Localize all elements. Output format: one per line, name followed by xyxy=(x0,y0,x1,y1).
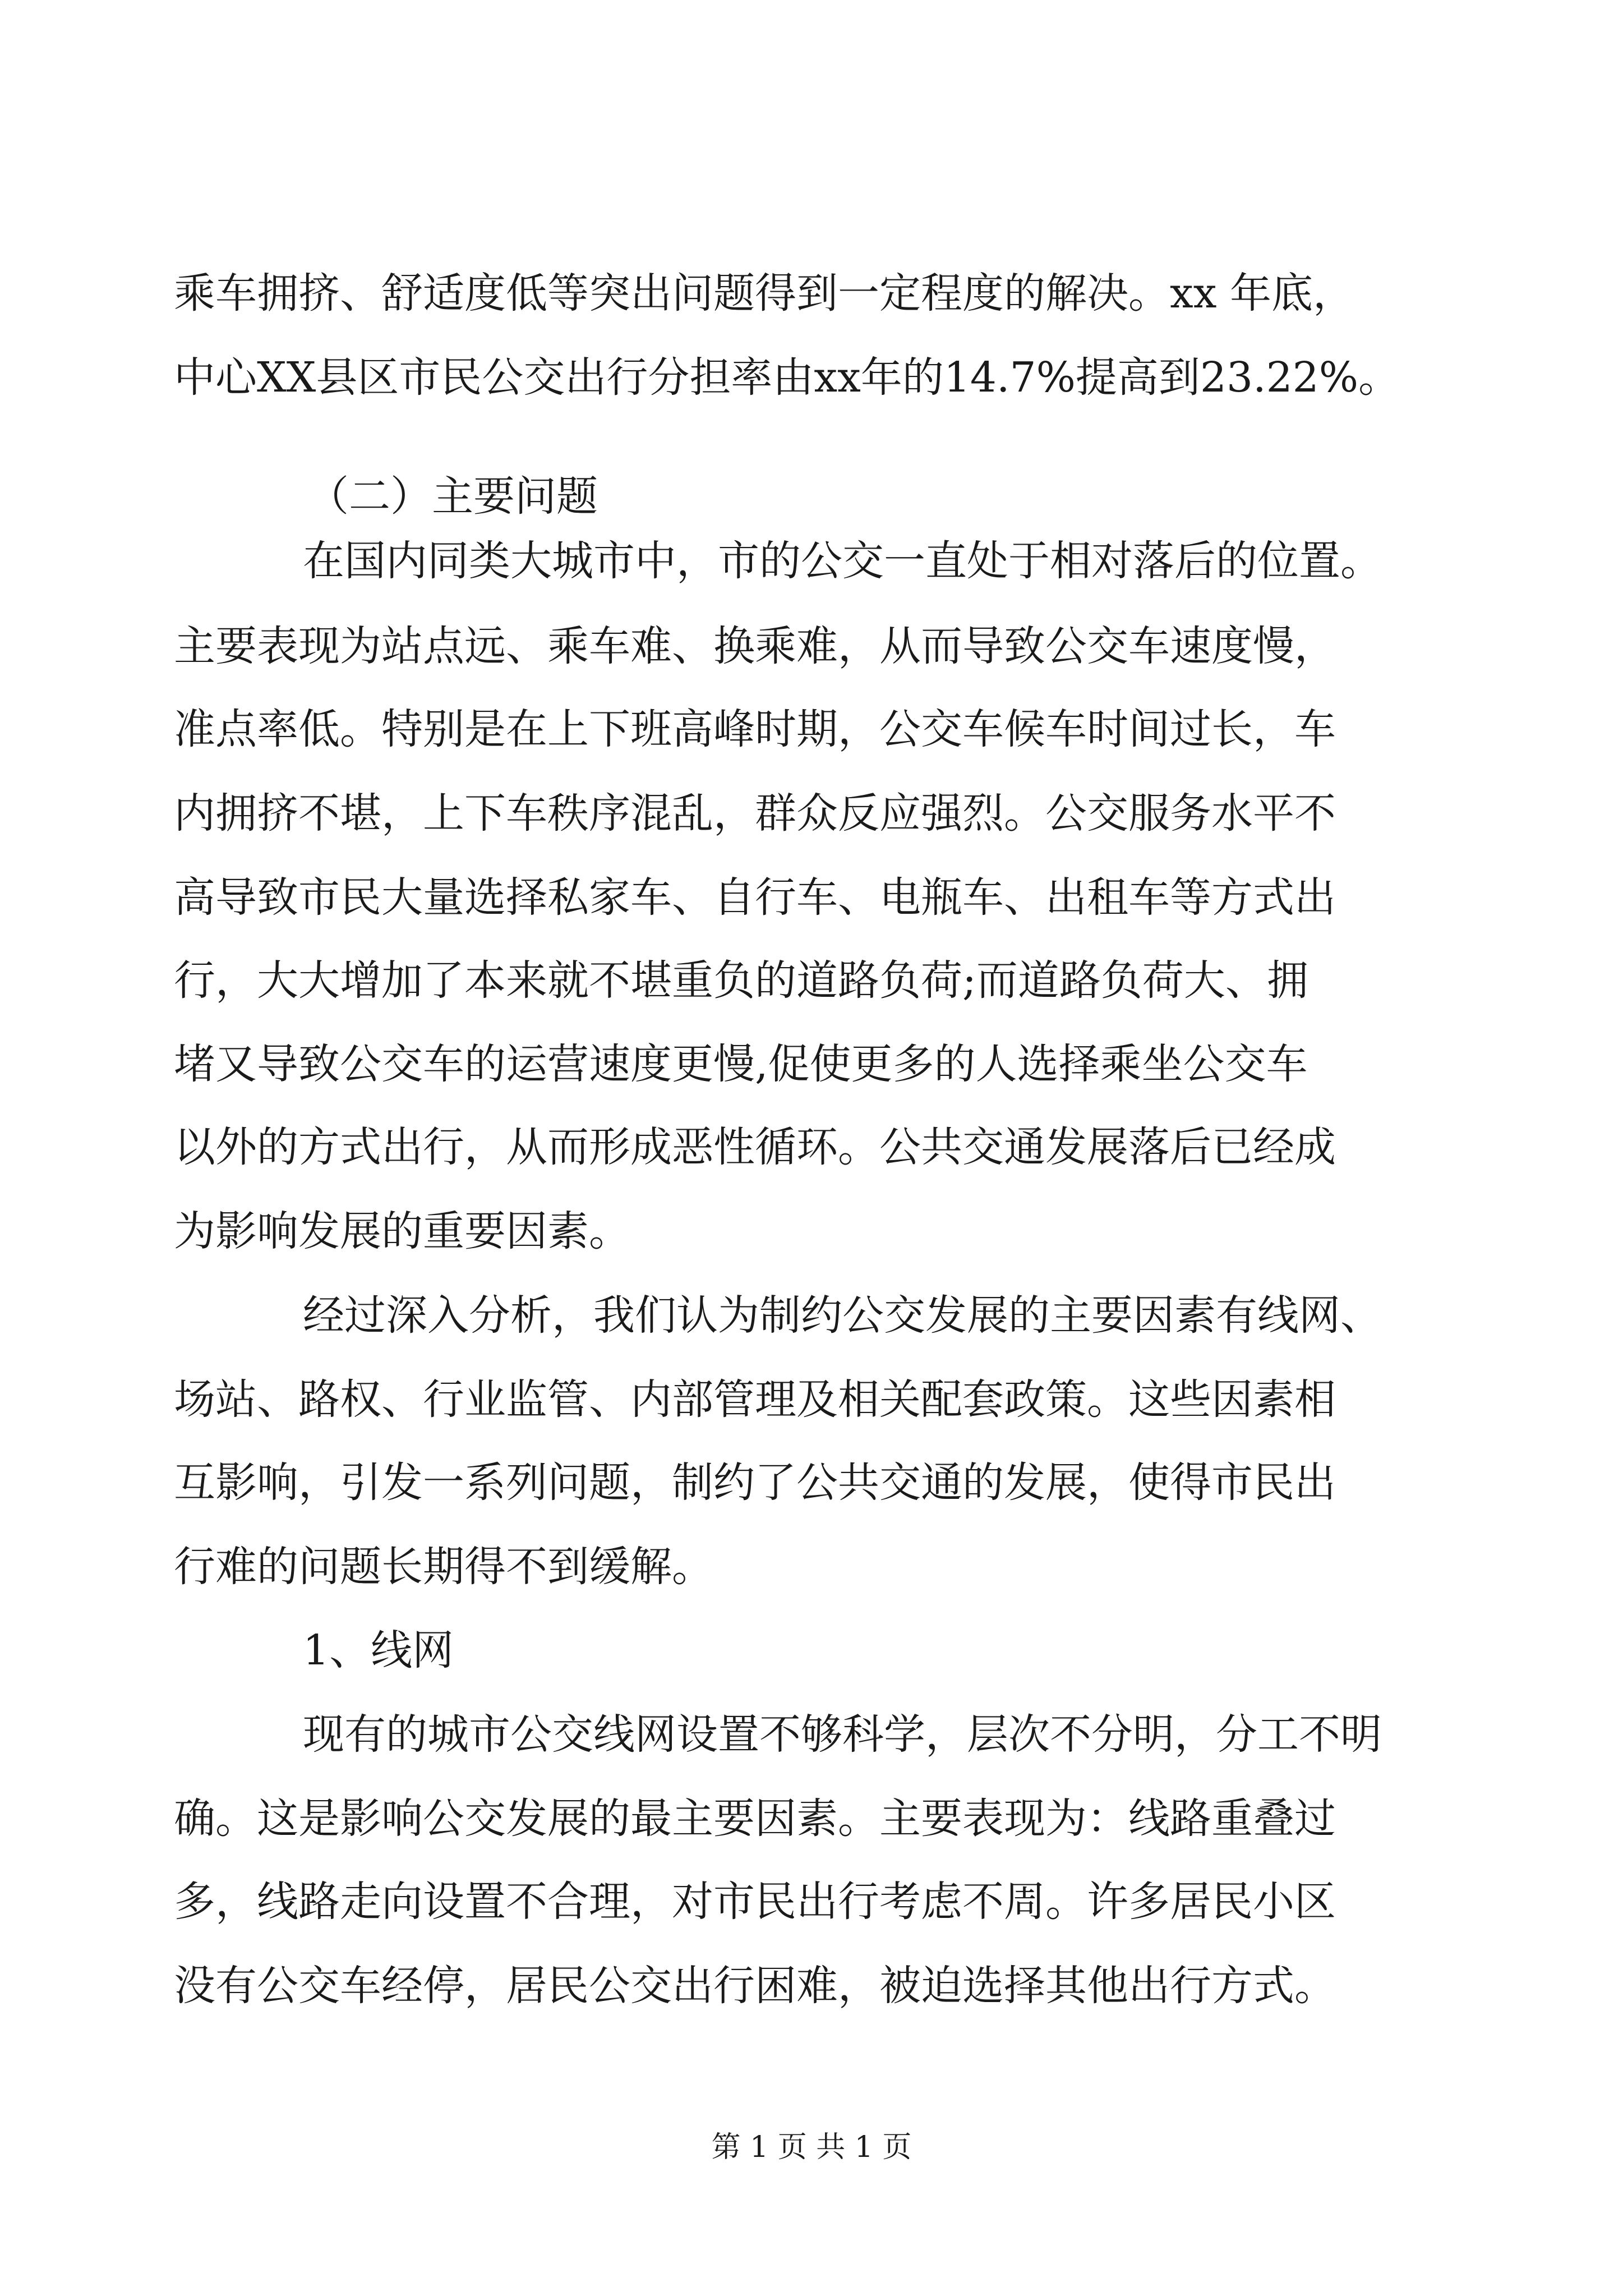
paragraph-line: 堵又导致公交车的运营速度更慢,促使更多的人选择乘坐公交车 xyxy=(174,1040,1308,1088)
paragraph-line: 在国内同类大城市中，市的公交一直处于相对落后的位置。 xyxy=(303,537,1382,585)
paragraph-line: 经过深入分析，我们认为制约公交发展的主要因素有线网、 xyxy=(303,1291,1382,1340)
paragraph-line: 行难的问题长期得不到缓解。 xyxy=(174,1543,713,1591)
paragraph-line: 多，线路走向设置不合理，对市民出行考虑不周。许多居民小区 xyxy=(174,1878,1336,1926)
paragraph-line: 乘车拥挤、舒适度低等突出问题得到一定程度的解决。xx 年底， xyxy=(174,269,1354,318)
paragraph-line: 没有公交车经停，居民公交出行困难，被迫选择其他出行方式。 xyxy=(174,1962,1336,2010)
paragraph-line: 为影响发展的重要因素。 xyxy=(174,1207,630,1255)
section-heading: 1、线网 xyxy=(303,1626,454,1674)
section-heading: （二）主要问题 xyxy=(307,472,598,521)
paragraph-line: 准点率低。特别是在上下班高峰时期，公交车候车时间过长，车 xyxy=(174,705,1336,753)
paragraph-line: 确。这是影响公交发展的最主要因素。主要表现为：线路重叠过 xyxy=(174,1795,1336,1843)
paragraph-line: 互影响，引发一系列问题，制约了公共交通的发展，使得市民出 xyxy=(174,1458,1336,1507)
paragraph-line: 场站、路权、行业监管、内部管理及相关配套政策。这些因素相 xyxy=(174,1375,1336,1424)
paragraph-line: 行，大大增加了本来就不堪重负的道路负荷;而道路负荷大、拥 xyxy=(174,956,1308,1005)
paragraph-line: 以外的方式出行，从而形成恶性循环。公共交通发展落后已经成 xyxy=(174,1123,1336,1171)
page-footer: 第 1 页 共 1 页 xyxy=(711,2131,912,2164)
paragraph-line: 现有的城市公交线网设置不够科学，层次不分明，分工不明 xyxy=(303,1710,1382,1759)
paragraph-line: 高导致市民大量选择私家车、自行车、电瓶车、出租车等方式出 xyxy=(174,873,1336,922)
paragraph-line: 主要表现为站点远、乘车难、换乘难，从而导致公交车速度慢， xyxy=(174,622,1336,670)
paragraph-line: 内拥挤不堪，上下车秩序混乱，群众反应强烈。公交服务水平不 xyxy=(174,789,1336,838)
paragraph-line: 中心XX县区市民公交出行分担率由xx年的14.7%提高到23.22%。 xyxy=(174,353,1400,402)
